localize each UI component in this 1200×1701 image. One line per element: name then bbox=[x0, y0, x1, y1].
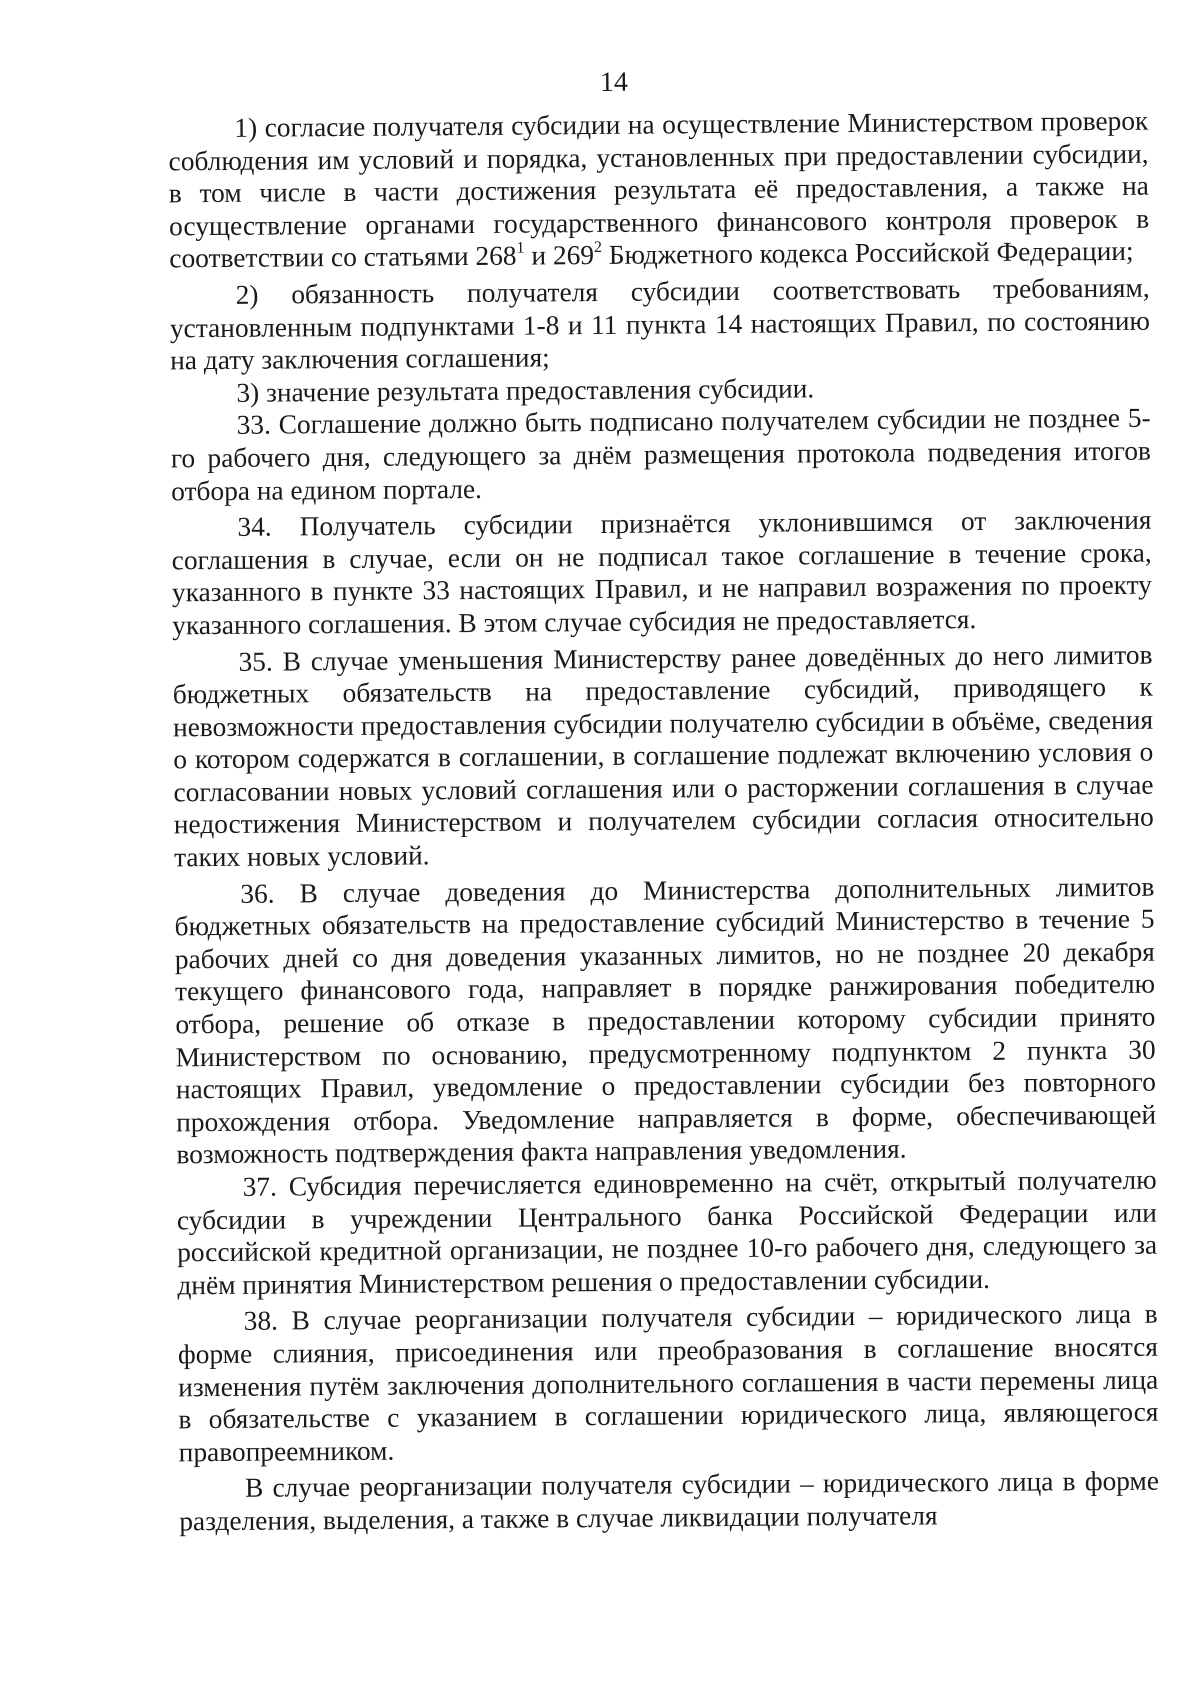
page-number: 14 bbox=[599, 66, 629, 98]
paragraph-33: 33. Соглашение должно быть подписано получателем субсидии не позднее 5-го рабочего дня, следующего за днём размещения протокола подведения итогов отбора на едином портале. bbox=[170, 403, 1152, 506]
paragraph-36: 36. В случае доведения до Министерства дополнительных лимитов бюджетных обязательств на предоставление субсидий Министерство в течение 5 рабочих дней со дня доведения указанных лимитов, но не позднее 20 декабря текущего финансового года, направляет в порядке ранжирования победителю отбора, решение об отказе в предоставлении которому субсидии принято Министерством по основанию, предусмотренному подпунктом 2 пункта 30 настоящих Правил, уведомление о предоставлении субсидии без повторного прохождения отбора. Уведомление направляется в форме, обеспечивающей возможность подтверждения факта направления уведомления. bbox=[174, 871, 1157, 1170]
paragraph-38: 38. В случае реорганизации получателя субсидии – юридического лица в форме слияния, присоединения или преобразования в соглашение вносятся изменения путём заключения дополнительного соглашения в части перемены лица в обязательстве с указанием в соглашении юридического лица, являющегося правопреемником. bbox=[177, 1299, 1159, 1468]
paragraph-37: 37. Субсидия перечисляется единовременно на счёт, открытый получателю субсидии в учреждении Центрального банка Российской Федерации или российской кредитной организации, не позднее 10-го рабочего дня, следующего за днём принятия Министерством решения о предоставлении субсидии. bbox=[176, 1164, 1158, 1301]
document-body bbox=[168, 105, 1159, 1538]
paragraph-result-value: 3) значение результата предоставления субсидии. bbox=[236, 373, 815, 408]
article-superscript: 2 bbox=[593, 239, 603, 257]
article-superscript: 1 bbox=[516, 239, 525, 258]
paragraph-reorganization: В случае реорганизации получателя субсидии – юридического лица в форме разделения, выделения, а также в случае ликвидации получателя bbox=[179, 1465, 1160, 1537]
paragraph-text: 1) согласие получателя субсидии на осуществление Министерством проверок соблюдения им условий и порядка, установленных при предоставлении субсидии, в том числе в части достижения результата её предоставления, а также на осуществление органами государственного финансового контроля проверок в соответствии со статьями bbox=[168, 105, 1150, 274]
paragraph-text-tail: Бюджетного кодекса Российской Федерации; bbox=[601, 236, 1134, 271]
article-number: 268 bbox=[475, 241, 517, 272]
paragraph-consent bbox=[168, 105, 1149, 276]
paragraph-35: 35. В случае уменьшения Министерству ранее доведённых до него лимитов бюджетных обязательств на предоставление субсидий, приводящего к невозможности предоставления субсидии получателю субсидии в объёме, сведения о котором содержатся в соглашении, в соглашение подлежат включению условия о согласовании новых условий соглашения или о расторжении соглашения в случае недостижения Министерством и получателем субсидии согласия относительно таких новых условий. bbox=[172, 639, 1154, 873]
paragraph-obligation: 2) обязанность получателя субсидии соответствовать требованиям, установленным подпунктами 1-8 и 11 пункта 14 настоящих Правил, по состоянию на дату заключения соглашения; bbox=[169, 272, 1150, 376]
paragraph-34: 34. Получатель субсидии признаётся уклонившимся от заключения соглашения в случае, если он не подписал такое соглашение в течение срока, указанного в пункте 33 настоящих Правил, и не направил возражения по проекту указанного соглашения. В этом случае субсидия не предоставляется. bbox=[171, 504, 1153, 641]
conjunction: и bbox=[524, 240, 554, 271]
article-number: 269 bbox=[552, 240, 595, 271]
